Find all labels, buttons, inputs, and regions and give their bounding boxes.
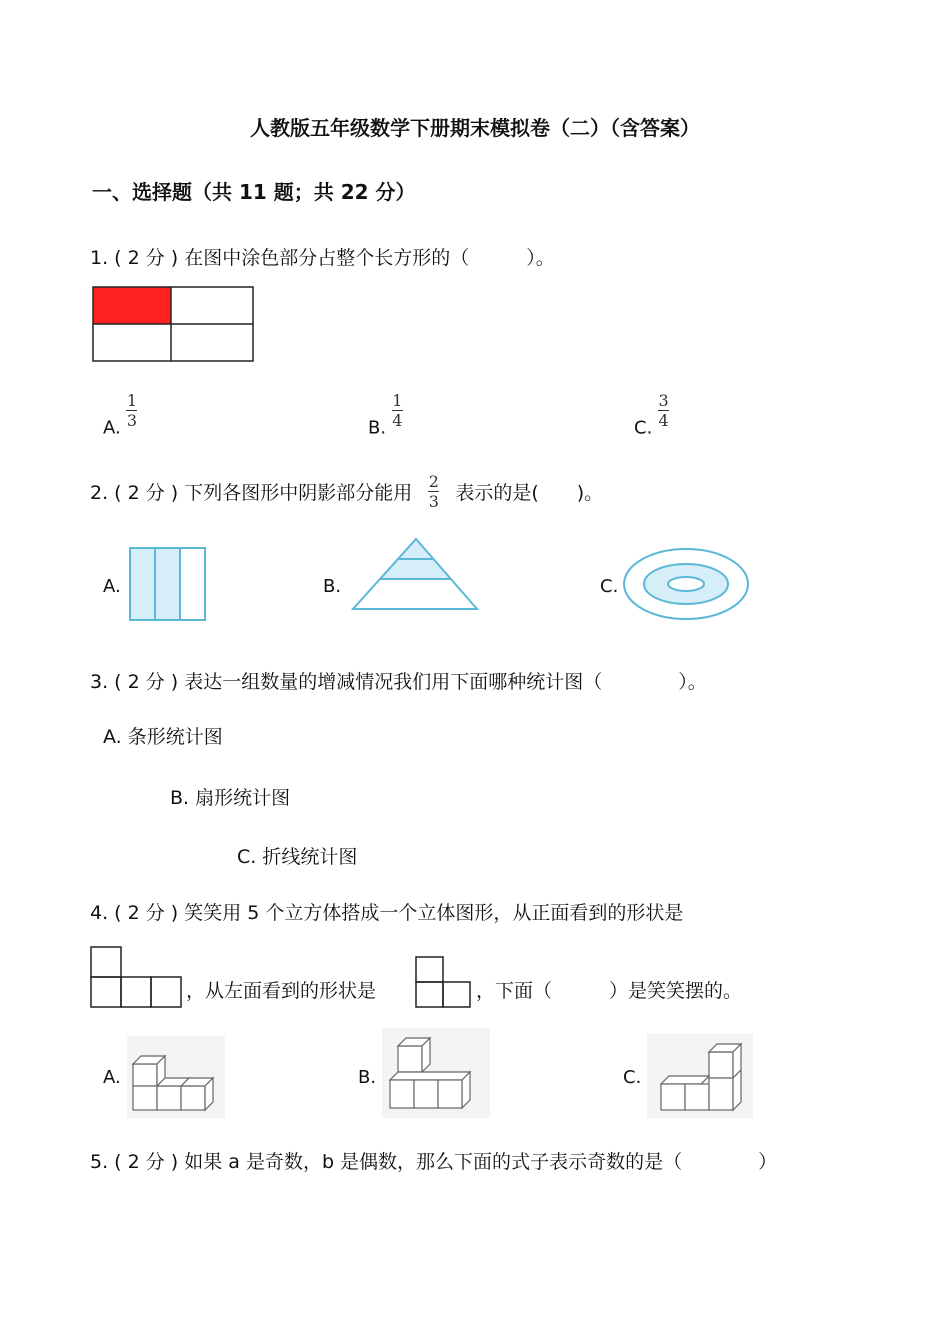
q3-option-b[interactable]: B. 扇形统计图 (170, 787, 291, 809)
q2-fraction: $\frac{2}{3}$ (428, 472, 439, 511)
q4-option-c[interactable]: C. (623, 1067, 642, 1088)
q4-option-b[interactable]: B. (358, 1067, 377, 1088)
q1-option-c[interactable]: C. $\frac{3}{4}$ (634, 391, 669, 439)
question-3-text: 3. ( 2 分 ) 表达一组数量的增减情况我们用下面哪种统计图（ ）。 (90, 671, 707, 693)
q2-option-a-rectangle-figure (129, 547, 207, 623)
q1-option-a-fraction: $\frac{1}{3}$ (126, 391, 138, 430)
q1-option-c-fraction: $\frac{3}{4}$ (658, 391, 669, 430)
q3-option-a[interactable]: A. 条形统计图 (103, 726, 223, 748)
q4-text-end: ，下面（ ）是笑笑摆的。 (476, 980, 743, 1002)
q2-option-a[interactable]: A. (103, 576, 121, 597)
page-title: 人教版五年级数学下册期末模拟卷（二）（含答案） (250, 116, 700, 140)
q4-option-c-cubes-figure (647, 1034, 753, 1118)
q1-option-a[interactable]: A. $\frac{1}{3}$ (103, 391, 138, 439)
q2-option-b-triangle-figure (350, 536, 480, 612)
q4-option-b-cubes-figure (382, 1028, 490, 1118)
question-5-text: 5. ( 2 分 ) 如果 a 是奇数，b 是偶数，那么下面的式子表示奇数的是（ ） (90, 1151, 778, 1173)
q1-rectangle-figure (92, 286, 254, 362)
question-1-text: 1. ( 2 分 ) 在图中涂色部分占整个长方形的（ ）。 (90, 247, 555, 269)
q2-option-b[interactable]: B. (323, 576, 342, 597)
q1-shaded-cell (93, 287, 171, 324)
q2-option-c[interactable]: C. (600, 576, 619, 597)
q4-front-view-figure (90, 946, 184, 1008)
q4-option-a[interactable]: A. (103, 1067, 121, 1088)
q1-option-b[interactable]: B. $\frac{1}{4}$ (368, 391, 403, 439)
question-4-text: 4. ( 2 分 ) 笑笑用 5 个立方体搭成一个立体图形，从正面看到的形状是 (90, 902, 684, 924)
section-heading: 一、选择题（共 11 题；共 22 分） (92, 180, 416, 204)
q2-option-c-ring-figure (622, 546, 752, 622)
q3-option-c[interactable]: C. 折线统计图 (237, 846, 358, 868)
q4-text-middle: ，从左面看到的形状是 (186, 980, 377, 1002)
q4-left-view-figure (415, 956, 473, 1008)
q4-option-a-cubes-figure (127, 1036, 225, 1118)
question-2-text: 2. ( 2 分 ) 下列各图形中阴影部分能用 $\frac{2}{3}$ 表示的是( )。 (90, 472, 604, 511)
q1-option-b-fraction: $\frac{1}{4}$ (392, 391, 403, 430)
